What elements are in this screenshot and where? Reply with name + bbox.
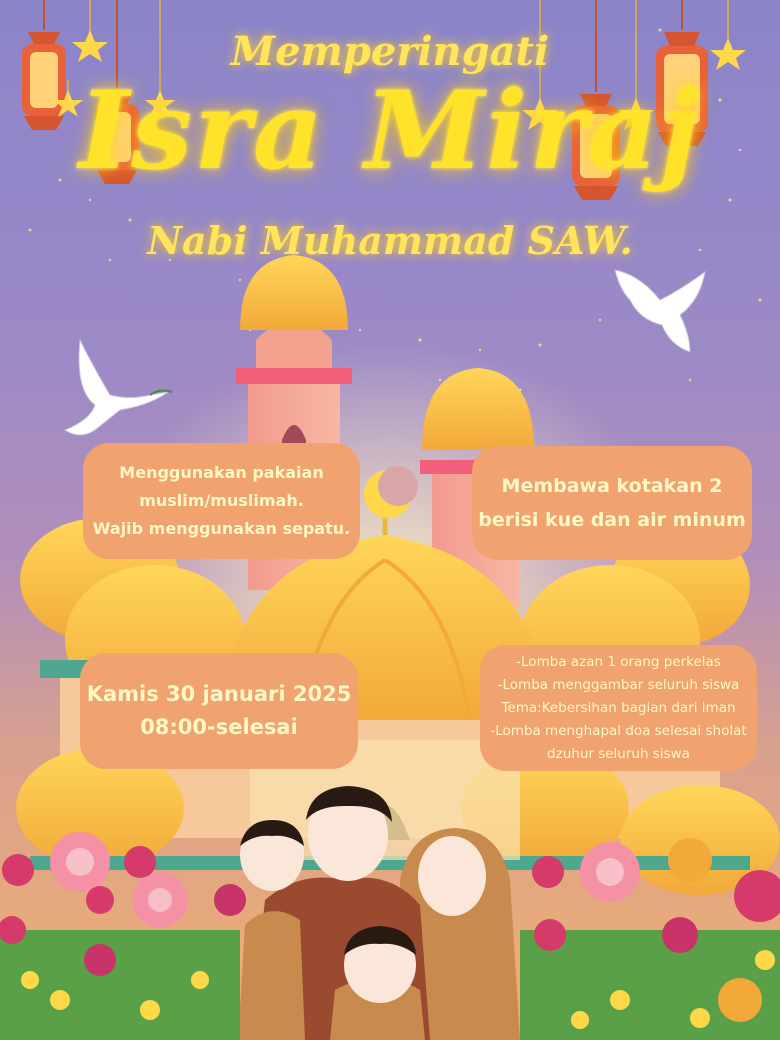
dove-icon: [615, 270, 705, 352]
competition-line: -Lomba menghapal doa selesai sholat: [490, 722, 747, 739]
competition-line: Tema:Kebersihan bagian dari iman: [501, 699, 736, 716]
competition-line: -Lomba azan 1 orang perkelas: [516, 653, 721, 670]
attire-line: muslim/muslimah.: [139, 491, 304, 510]
competitions-card: [480, 645, 757, 771]
event-time: 08:00-selesai: [140, 715, 298, 739]
dove-icon: [65, 340, 172, 435]
bring-items-card: [472, 446, 752, 560]
bring-line: Membawa kotakan 2: [501, 475, 723, 497]
main-title: Isra Miraj: [78, 68, 702, 194]
competition-line: -Lomba menggambar seluruh siswa: [497, 676, 740, 693]
schedule-card: [80, 653, 358, 769]
title-sub-line: Nabi Muhammad SAW.: [147, 218, 633, 263]
event-date: Kamis 30 januari 2025: [86, 682, 352, 706]
attire-line: Wajib menggunakan sepatu.: [92, 519, 351, 538]
title-top-line: Memperingati: [230, 28, 550, 75]
attire-info-card: [83, 443, 360, 559]
competition-line: dzuhur seluruh siswa: [547, 745, 690, 762]
attire-line: Menggunakan pakaian: [119, 463, 324, 482]
bring-line: berisi kue dan air minum: [478, 509, 746, 531]
